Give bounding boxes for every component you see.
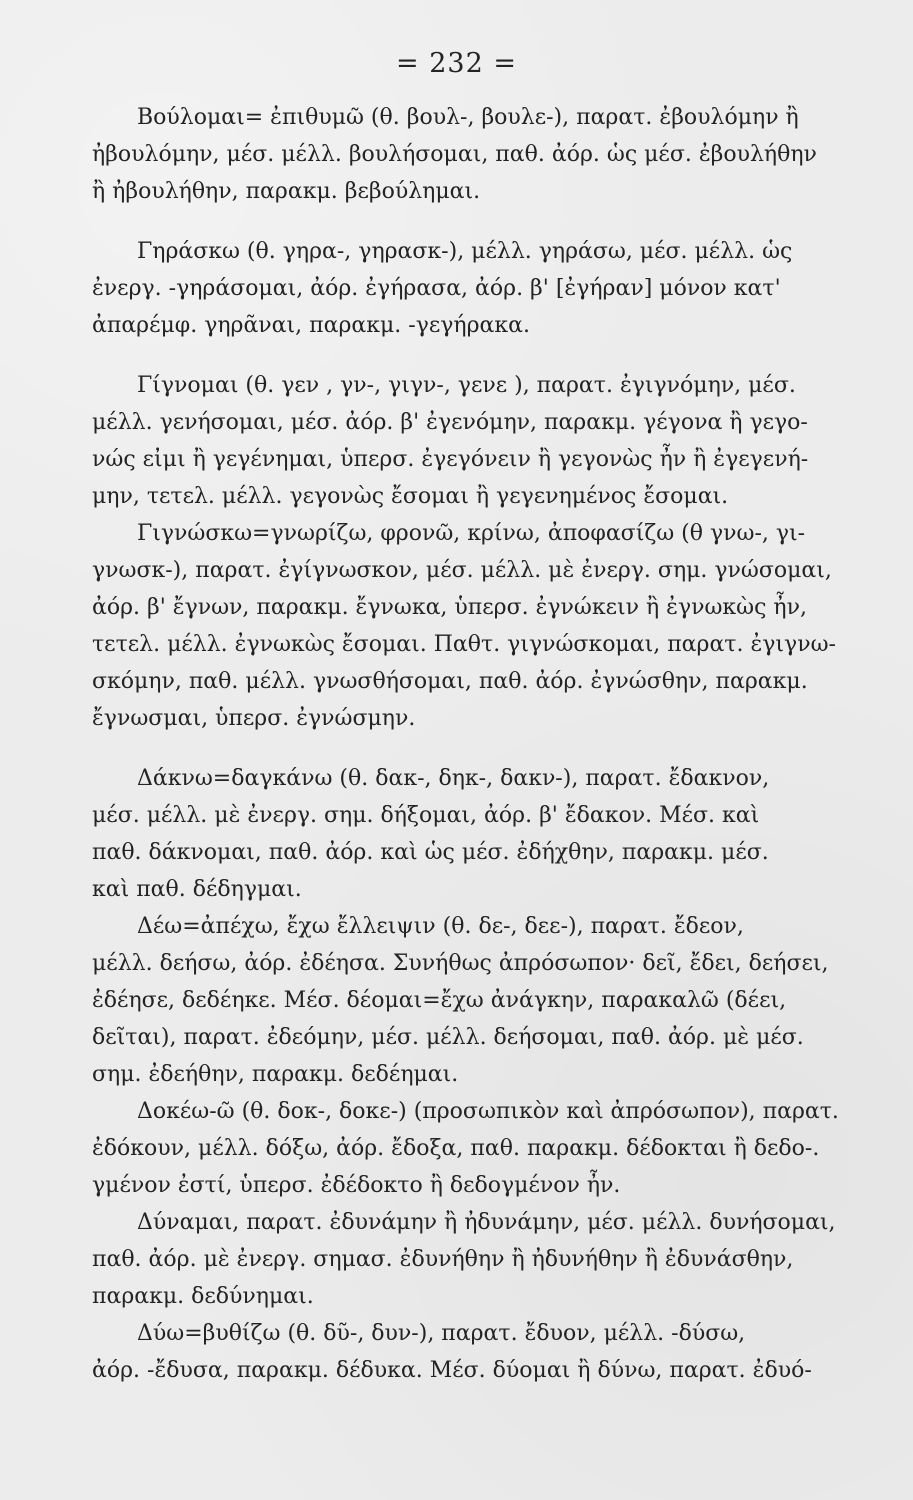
- entry-gignosko: [92, 515, 879, 737]
- entry-line: ἀόρ. -ἔδυσα, παρακμ. δέδυκα. Μέσ. δύομαι ἢ δύνω, παρατ. ἐδυό-: [92, 1358, 812, 1383]
- entry-boulomai: [92, 99, 879, 210]
- entry-line: ἀόρ. β' ἔγνων, παρακμ. ἔγνωκα, ὑπερσ. ἐγνώκειν ἢ ἐγνωκὼς ἦν,: [92, 595, 807, 620]
- entry-line: μέλλ. δεήσω, ἀόρ. ἐδέησα. Συνήθως ἀπρόσωπον· δεῖ, ἔδει, δεήσει,: [92, 951, 829, 976]
- entry-dynamai: [92, 1204, 879, 1315]
- entry-gignomai: [92, 367, 879, 515]
- entry-line: Δύω=βυθίζω (θ. δῦ-, δυν-), παρατ. ἔδυον, μέλλ. -δύσω,: [137, 1321, 746, 1346]
- entry-line: ἐδόκουν, μέλλ. δόξω, ἀόρ. ἔδοξα, παθ. παρακμ. δέδοκται ἢ δεδο-.: [92, 1136, 820, 1161]
- entry-line: Γίγνομαι (θ. γεν , γν-, γιγν-, γενε ), παρατ. ἐγιγνόμην, μέσ.: [137, 373, 796, 398]
- entry-line: Δοκέω-ῶ (θ. δοκ-, δοκε-) (προσωπικὸν καὶ ἀπρόσωπον), παρατ.: [137, 1099, 839, 1124]
- entry-line: Δύναμαι, παρατ. ἐδυνάμην ἢ ἠδυνάμην, μέσ. μέλλ. δυνήσομαι,: [137, 1210, 836, 1235]
- entry-line: σημ. ἐδεήθην, παρακμ. δεδέημαι.: [92, 1062, 459, 1087]
- entry-line: Βούλομαι= ἐπιθυμῶ (θ. βουλ-, βουλε-), παρατ. ἐβουλόμην ἢ: [137, 105, 799, 130]
- entry-geraskso: [92, 233, 879, 344]
- entry-dakno: [92, 760, 879, 908]
- entry-line: Γηράσκω (θ. γηρα-, γηρασκ-), μέλλ. γηράσω, μέσ. μέλλ. ὡς: [137, 239, 793, 264]
- entry-line: μέλλ. γενήσομαι, μέσ. ἀόρ. β' ἐγενόμην, παρακμ. γέγονα ἢ γεγο-: [92, 410, 808, 435]
- page-number: = 232 =: [396, 48, 517, 79]
- entry-line: ἠβουλόμην, μέσ. μέλλ. βουλήσομαι, παθ. ἀόρ. ὡς μέσ. ἐβουλήθην: [92, 142, 817, 167]
- entry-line: νώς εἰμι ἢ γεγένημαι, ὑπερσ. ἐγεγόνειν ἢ γεγονὼς ἦν ἢ ἐγεγενή-: [92, 447, 809, 472]
- entry-deo: [92, 908, 879, 1093]
- entry-line: γμένον ἐστί, ὑπερσ. ἐδέδοκτο ἢ δεδογμένον ἦν.: [92, 1173, 621, 1198]
- entry-line: ἔγνωσμαι, ὑπερσ. ἐγνώσμην.: [92, 706, 416, 731]
- entry-line: Δάκνω=δαγκάνω (θ. δακ-, δηκ-, δακν-), παρατ. ἔδακνον,: [137, 766, 770, 791]
- entry-line: παθ. δάκνομαι, παθ. ἀόρ. καὶ ὡς μέσ. ἐδήχθην, παρακμ. μέσ.: [92, 840, 769, 865]
- entry-line: ἐνεργ. -γηράσομαι, ἀόρ. ἐγήρασα, ἀόρ. β' [ἐγήραν] μόνον κατ': [92, 276, 781, 301]
- entry-line: μην, τετελ. μέλλ. γεγονὼς ἔσομαι ἢ γεγενημένος ἔσομαι.: [92, 484, 729, 509]
- entry-dokeo: [92, 1093, 879, 1204]
- entry-line: Γιγνώσκω=γνωρίζω, φρονῶ, κρίνω, ἀποφασίζω (θ γνω-, γι-: [137, 521, 806, 546]
- entry-line: σκόμην, παθ. μέλλ. γνωσθήσομαι, παθ. ἀόρ. ἐγνώσθην, παρακμ.: [92, 669, 808, 694]
- entry-line: Δέω=ἀπέχω, ἔχω ἔλλειψιν (θ. δε-, δεε-), παρατ. ἔδεον,: [137, 914, 744, 939]
- entry-line: δεῖται), παρατ. ἐδεόμην, μέσ. μέλλ. δεήσομαι, παθ. ἀόρ. μὲ μέσ.: [92, 1025, 804, 1050]
- entry-line: ἀπαρέμφ. γηρᾶναι, παρακμ. -γεγήρακα.: [92, 313, 530, 338]
- entry-line: μέσ. μέλλ. μὲ ἐνεργ. σημ. δήξομαι, ἀόρ. β' ἔδακον. Μέσ. καὶ: [92, 803, 760, 828]
- entry-line: ἐδέησε, δεδέηκε. Μέσ. δέομαι=ἔχω ἀνάγκην, παρακαλῶ (δέει,: [92, 988, 787, 1013]
- entry-dyo: [92, 1315, 879, 1389]
- entry-line: παρακμ. δεδύνημαι.: [92, 1284, 314, 1309]
- entry-line: ἢ ἠβουλήθην, παρακμ. βεβούλημαι.: [92, 179, 481, 204]
- entry-line: τετελ. μέλλ. ἐγνωκὼς ἔσομαι. Παθτ. γιγνώσκομαι, παρατ. ἐγιγνω-: [92, 632, 836, 657]
- entry-line: καὶ παθ. δέδηγμαι.: [92, 877, 302, 902]
- dictionary-content: [92, 99, 879, 1389]
- entry-line: γνωσκ-), παρατ. ἐγίγνωσκον, μέσ. μέλλ. μὲ ἐνεργ. σημ. γνώσομαι,: [92, 558, 832, 583]
- entry-line: παθ. ἀόρ. μὲ ἐνεργ. σημασ. ἐδυνήθην ἢ ἠδυνήθην ἢ ἐδυνάσθην,: [92, 1247, 794, 1272]
